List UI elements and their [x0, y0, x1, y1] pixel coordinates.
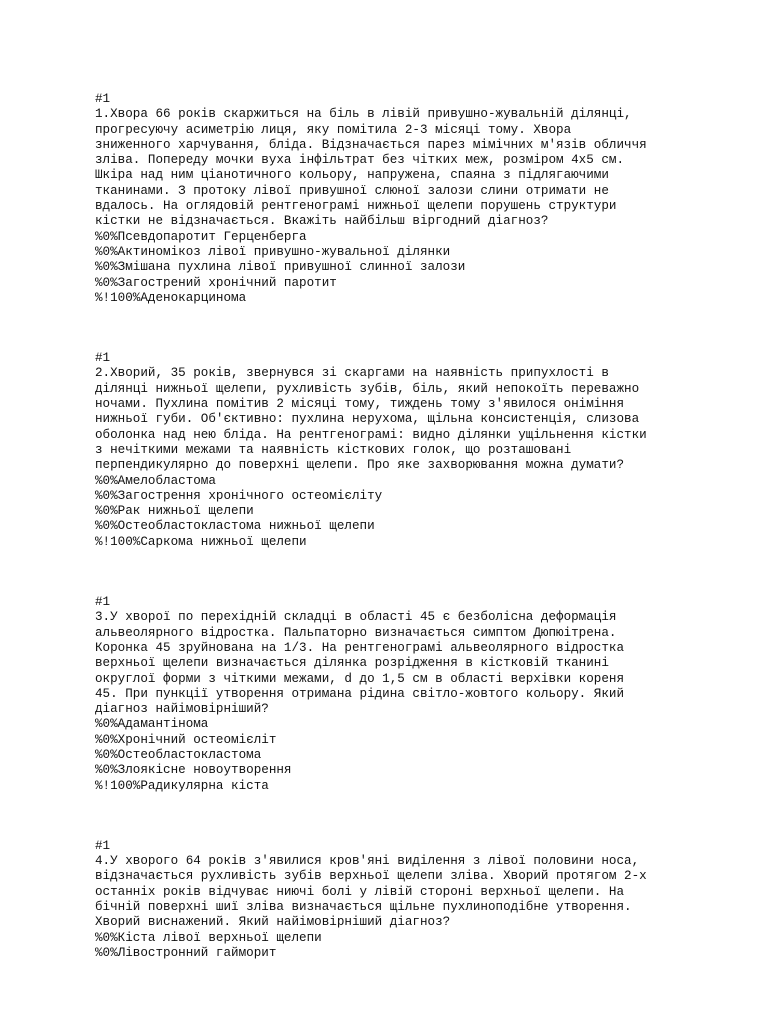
answer-option: %0%Лівостронний гайморит: [95, 945, 277, 960]
question-block: [95, 351, 755, 550]
answer-option-correct: %!100%Радикулярна кіста: [95, 778, 269, 793]
question-marker: #1: [95, 351, 111, 366]
question-text-line: альвеолярного відростка. Пальпаторно визначається симптом Дюпюітрена.: [95, 625, 617, 640]
question-text-line: ділянці нижньої щелепи, рухливість зубів, біль, який непокоїть переважно: [95, 381, 640, 396]
answer-option: %0%Злоякісне новоутворення: [95, 763, 292, 778]
question-text-line: оболонка над нею бліда. На рентгенограмі: видно ділянки ущільнення кістки: [95, 427, 647, 442]
question-text-line: з нечіткими межами та наявність кісткових голок, що розташовані: [95, 442, 572, 457]
answer-option: %0%Актиномікоз лівої привушно-жувальної ділянки: [95, 244, 451, 259]
question-text-line: діагноз найімовірніший?: [95, 702, 269, 717]
question-text-line: прогресуючу асиметрію лиця, яку помітила 2-3 місяці тому. Хвора: [95, 122, 572, 137]
question-text-line: Хворий виснажений. Який найімовірніший діагноз?: [95, 915, 451, 930]
answer-option: %0%Амелобластома: [95, 473, 216, 488]
answer-option: %0%Загострений хронічний паротит: [95, 275, 337, 290]
question-text-line: бічній поверхні шиї зліва визначається щільне пухлиноподібне утворення.: [95, 900, 632, 915]
question-text-line: округлої форми з чіткими межами, d до 1,5 см в області верхівки кореня: [95, 671, 625, 686]
question-marker: #1: [95, 838, 111, 853]
question-marker: #1: [95, 92, 111, 106]
answer-option: %0%Рак нижньої щелепи: [95, 504, 254, 519]
question-text-line: Шкіра над ним ціанотичного кольору, напружена, спаяна з підлягаючими: [95, 168, 609, 183]
question-block: [95, 595, 755, 794]
question-text-line: нижньої губи. Об'єктивно: пухлина нерухома, щільна консистенція, слизова: [95, 412, 640, 427]
answer-option: %0%Загострення хронічного остеомієліту: [95, 488, 383, 503]
answer-option: %0%Змішана пухлина лівої привушної слинної залози: [95, 260, 466, 275]
question-text-line: 4.У хворого 64 років з'явилися кров'яні виділення з лівої половини носа,: [95, 854, 640, 869]
answer-option: %0%Остеобластокластома: [95, 747, 262, 762]
document-page: [95, 92, 755, 1006]
question-text-line: зліва. Попереду мочки вуха інфільтрат без чітких меж, розміром 4х5 см.: [95, 153, 625, 168]
answer-option: %0%Адамантінома: [95, 717, 209, 732]
question-text-line: 2.Хворий, 35 років, звернувся зі скаргами на наявність припухлості в: [95, 366, 609, 381]
question-text-line: вдалось. На оглядовій рентгенограмі нижньої щелепи порушень структури: [95, 199, 617, 214]
question-text-line: тканинами. З протоку лівої привушної слюної залози слини отримати не: [95, 183, 609, 198]
question-text-line: Коронка 45 зруйнована на 1/3. На рентгенограмі альвеолярного відростка: [95, 640, 625, 655]
question-text-line: кістки не відзначається. Вкажіть найбільш віргодний діагноз?: [95, 214, 549, 229]
answer-option: %0%Хронічний остеомієліт: [95, 732, 277, 747]
question-text-line: 1.Хвора 66 років скаржиться на біль в лівій привушно-жувальній ділянці,: [95, 107, 632, 122]
answer-option-correct: %!100%Аденокарцинома: [95, 290, 247, 305]
question-text-line: верхньої щелепи визначається ділянка розрідження в кістковій тканині: [95, 656, 609, 671]
question-marker: #1: [95, 595, 111, 610]
answer-option: %0%Остеобластокластома нижньої щелепи: [95, 519, 375, 534]
question-block: [95, 92, 755, 306]
question-block: [95, 839, 755, 961]
question-text-line: зниженного харчування, бліда. Відзначається парез мімічних м'язів обличчя: [95, 137, 647, 152]
answer-option: %0%Псевдопаротит Герценберга: [95, 229, 307, 244]
question-text-line: 45. При пункції утворення отримана рідина світло-жовтого кольору. Який: [95, 686, 625, 701]
question-text-line: перпендикулярно до поверхні щелепи. Про яке захворювання можна думати?: [95, 458, 625, 473]
answer-option-correct: %!100%Саркома нижньої щелепи: [95, 534, 307, 549]
question-text-line: відзначається рухливість зубів верхньої щелепи зліва. Хворий протягом 2-х: [95, 869, 647, 884]
question-text-line: останніх років відчуває ниючі болі у лівій стороні верхньої щелепи. На: [95, 884, 625, 899]
question-text-line: ночами. Пухлина помітив 2 місяці тому, тиждень тому з'явилося оніміння: [95, 397, 625, 412]
question-text-line: 3.У хворої по перехідній складці в області 45 є безболісна деформація: [95, 610, 617, 625]
answer-option: %0%Кіста лівої верхньої щелепи: [95, 930, 322, 945]
